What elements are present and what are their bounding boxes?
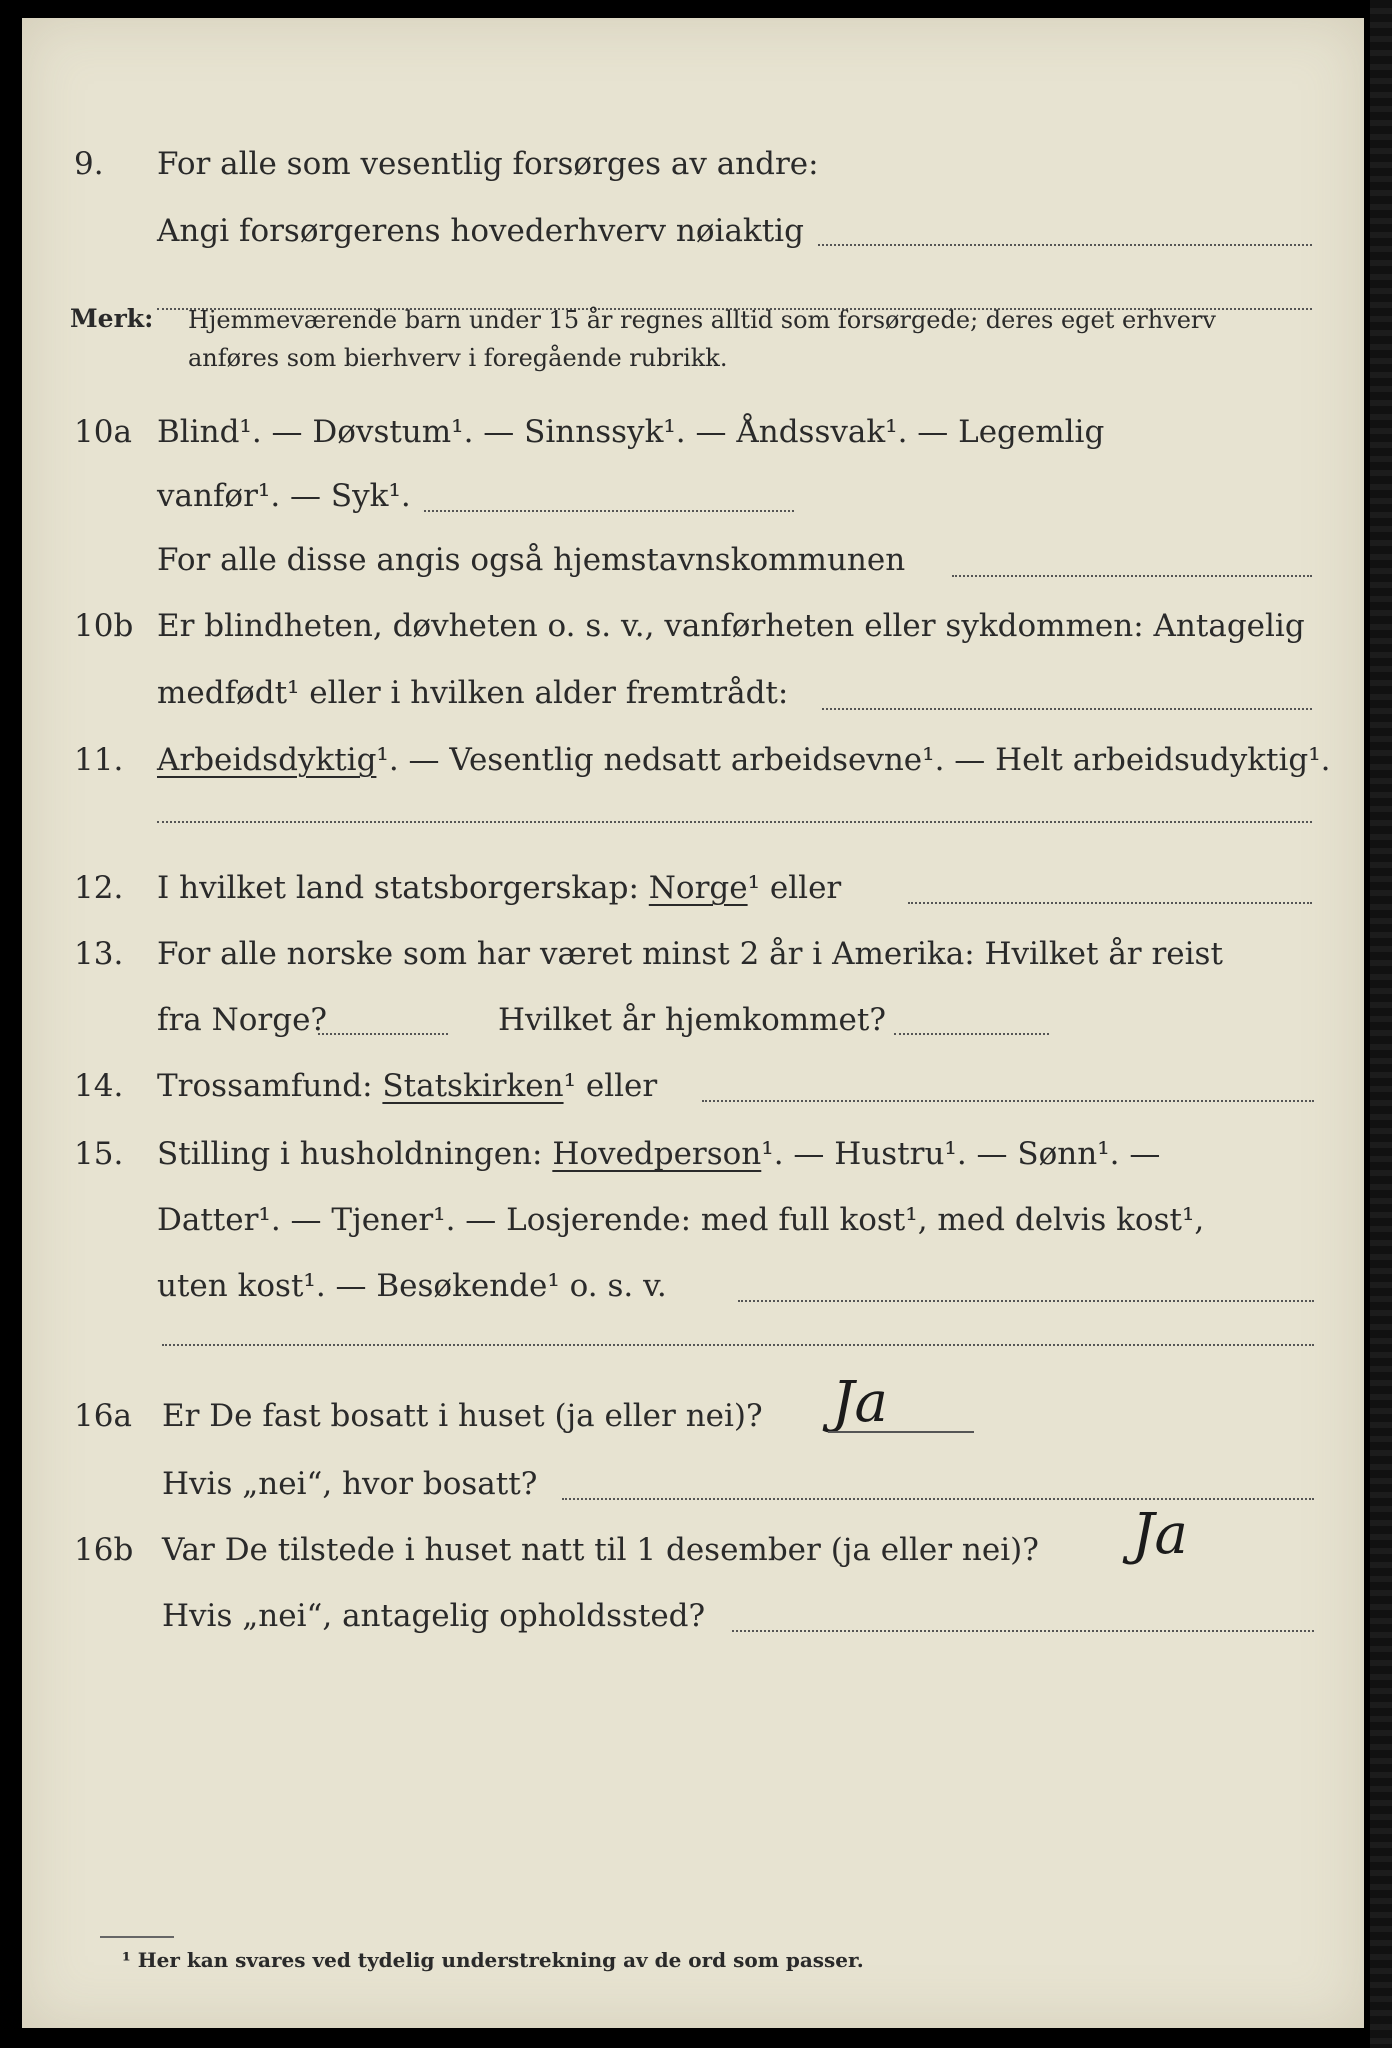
q13-text-2b: Hvilket år hjemkommet? (498, 1002, 886, 1038)
q9-text-2: Angi forsørgerens hovederhverv nøiaktig (157, 213, 804, 249)
item-number-11: 11. (74, 742, 124, 778)
q10a-hjemstavn-line[interactable] (952, 575, 1312, 577)
q16b-opholdssted-line[interactable] (732, 1630, 1314, 1632)
item-number-12: 12. (74, 870, 124, 906)
q11-separator (157, 821, 1312, 823)
q14-underlined-answer[interactable]: Statskirken (382, 1068, 564, 1104)
q11-underlined-answer[interactable]: Arbeidsdyktig (157, 742, 377, 778)
q9-text: For alle som vesentlig forsørges av andre: (157, 146, 819, 182)
q10b-text-2: medfødt¹ eller i hvilken alder fremtrådt: (157, 675, 789, 711)
q15-answer-line[interactable] (738, 1300, 1314, 1302)
q16b-handwritten-answer[interactable]: Ja (1132, 1502, 1188, 1567)
q9-answer-line[interactable] (818, 244, 1312, 246)
q15-underlined-answer[interactable]: Hovedperson (552, 1136, 762, 1172)
census-form-page (22, 18, 1364, 2028)
q14-answer-line[interactable] (702, 1100, 1314, 1102)
q12-post: ¹ eller (747, 870, 842, 906)
q16b-text-2: Hvis „nei“, antagelig opholdssted? (162, 1598, 706, 1634)
q16a-text-2: Hvis „nei“, hvor bosatt? (162, 1466, 538, 1502)
q14-text (157, 1068, 657, 1104)
page-edge (1370, 0, 1392, 2048)
item-number-14: 14. (74, 1068, 124, 1104)
q10b-answer-line[interactable] (822, 708, 1312, 710)
q13-year-returned-line[interactable] (894, 1033, 1049, 1035)
q15-text-3: uten kost¹. — Besøkende¹ o. s. v. (157, 1268, 667, 1304)
q13-text-2a: fra Norge? (157, 1002, 328, 1038)
q10a-answer-line[interactable] (424, 510, 794, 512)
q15-question: Stilling i husholdningen: (157, 1136, 543, 1172)
q16a-answer-line (828, 1431, 974, 1433)
q11-text (157, 742, 1331, 778)
q10a-text-1: Blind¹. — Døvstum¹. — Sinnssyk¹. — Åndssvak¹. — Legemlig (157, 414, 1105, 450)
q16a-bosatt-line[interactable] (562, 1498, 1314, 1500)
q12-underlined-answer[interactable]: Norge (648, 870, 748, 906)
q16a-handwritten-answer[interactable]: Ja (832, 1370, 888, 1435)
q10a-text-3: For alle disse angis også hjemstavnskommunen (157, 542, 906, 578)
item-number-13: 13. (74, 936, 124, 972)
q13-year-left-line[interactable] (318, 1033, 448, 1035)
q15-separator (162, 1344, 1314, 1346)
footnote: ¹ Her kan svares ved tydelig understrekning av de ord som passer. (122, 1948, 864, 1972)
item-number-15: 15. (74, 1136, 124, 1172)
q15-text-2: Datter¹. — Tjener¹. — Losjerende: med full kost¹, med delvis kost¹, (157, 1202, 1205, 1238)
footnote-rule (100, 1936, 174, 1938)
q12-text (157, 870, 841, 906)
q14-question: Trossamfund: (157, 1068, 373, 1104)
q15-text-1 (157, 1136, 1160, 1172)
q10a-text-2: vanfør¹. — Syk¹. (157, 478, 411, 514)
q10b-text-1: Er blindheten, døvheten o. s. v., vanførheten eller sykdommen: Antagelig (157, 608, 1305, 644)
merk-text-2: anføres som bierhverv i foregående rubrikk. (188, 344, 728, 372)
item-number-10a: 10a (74, 414, 132, 450)
item-number-16b: 16b (74, 1532, 134, 1568)
q14-post: ¹ eller (563, 1068, 658, 1104)
q16a-text-1: Er De fast bosatt i huset (ja eller nei)? (162, 1398, 763, 1434)
item-number-9: 9. (74, 146, 104, 182)
q11-rest: ¹. — Vesentlig nedsatt arbeidsevne¹. — Helt arbeidsudyktig¹. (376, 742, 1331, 778)
item-number-16a: 16a (74, 1398, 132, 1434)
item-number-10b: 10b (74, 608, 134, 644)
q13-text-1: For alle norske som har været minst 2 år i Amerika: Hvilket år reist (157, 936, 1223, 972)
q16b-text-1: Var De tilstede i huset natt til 1 desember (ja eller nei)? (162, 1532, 1039, 1568)
q12-answer-line[interactable] (908, 902, 1312, 904)
q12-question: I hvilket land statsborgerskap: (157, 870, 639, 906)
q15-post: ¹. — Hustru¹. — Sønn¹. — (761, 1136, 1161, 1172)
merk-label: Merk: (70, 304, 154, 333)
merk-text-1: Hjemmeværende barn under 15 år regnes alltid som forsørgede; deres eget erhverv (188, 306, 1216, 334)
